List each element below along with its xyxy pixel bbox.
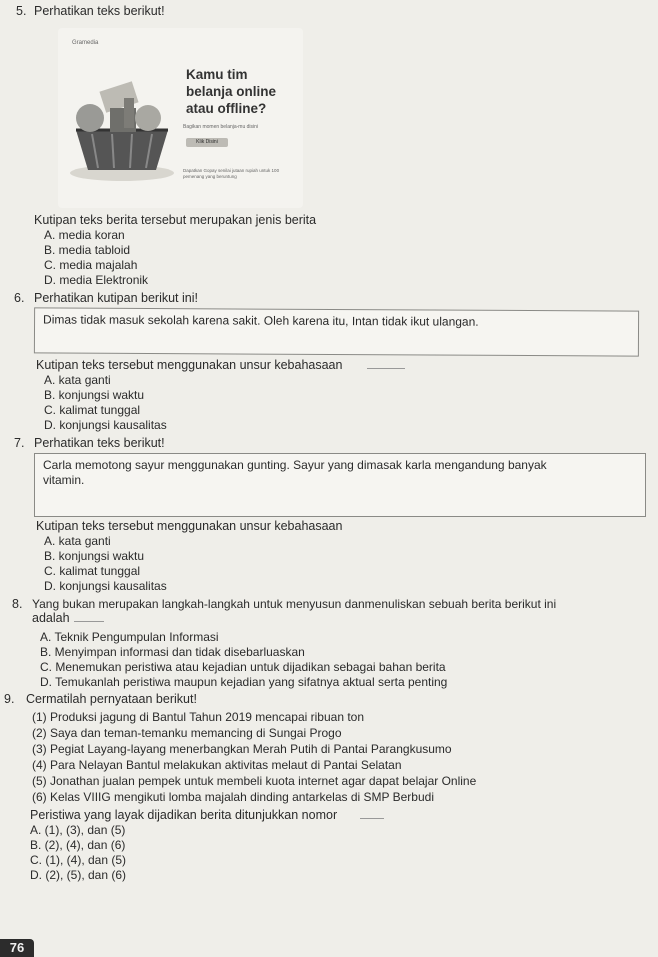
ad-headline-line-2: belanja online [186,84,277,99]
ad-footnote: Dapatkan Gopay senilai jutaan rupiah untuk 100 pemenang yang beruntung [183,168,280,179]
q6-option-b: B. konjungsi waktu [44,388,145,402]
q8-option-a: A. Teknik Pengumpulan Informasi [40,630,219,644]
q8-number: 8. [12,597,23,611]
q5-number: 5. [16,4,27,18]
q6-number: 6. [14,291,25,305]
q6-answer-blank [367,368,405,369]
q9-option-b: B. (2), (4), dan (6) [30,838,126,852]
ad-subtext: Bagikan momen belanja-mu disini [183,124,259,130]
q6-stem: Kutipan teks tersebut menggunakan unsur kebahasaan [36,358,343,372]
q7-option-d: D. konjungsi kausalitas [44,579,167,593]
q5-option-d: D. media Elektronik [44,273,149,287]
q7-quote-line-2: vitamin. [43,473,85,487]
q8-answer-blank [74,621,104,622]
q9-stem: Peristiwa yang layak dijadikan berita ditunjukkan nomor [30,808,338,822]
q8-option-c: C. Menemukan peristiwa atau kejadian untuk dijadikan sebagai bahan berita [40,660,446,674]
q6-prompt: Perhatikan kutipan berikut ini! [34,291,198,305]
q9-option-a: A. (1), (3), dan (5) [30,823,126,837]
q5-option-b: B. media tabloid [44,243,131,257]
q9-statement-5: (5) Jonathan jualan pempek untuk membeli kuota internet agar dapat belajar Online [32,774,477,788]
q9-option-c: C. (1), (4), dan (5) [30,853,127,867]
q8-stem-line-1: Yang bukan merupakan langkah-langkah untuk menyusun danmenuliskan sebuah berita berikut ini [32,597,557,611]
q5-option-a: A. media koran [44,228,125,242]
q9-statement-4: (4) Para Nelayan Bantul melakukan aktivitas melaut di Pantai Selatan [32,758,402,772]
q9-prompt: Cermatilah pernyataan berikut! [26,692,197,706]
q7-number: 7. [14,436,25,450]
ad-headline-line-3: atau offline? [186,101,267,116]
q5-prompt: Perhatikan teks berikut! [34,4,165,18]
q7-option-c: C. kalimat tunggal [44,564,141,578]
q6-option-c: C. kalimat tunggal [44,403,141,417]
q7-prompt: Perhatikan teks berikut! [34,436,165,450]
q9-statement-2: (2) Saya dan teman-temanku memancing di Sungai Progo [32,726,342,740]
q8-stem-line-2: adalah [32,611,70,625]
ad-brand: Gramedia [72,40,99,46]
shopping-basket-illustration [62,68,182,188]
q7-quote-line-1: Carla memotong sayur menggunakan gunting. Sayur yang dimasak karla mengandung banyak [43,458,547,472]
q6-option-d: D. konjungsi kausalitas [44,418,167,432]
q7-option-a: A. kata ganti [44,534,111,548]
advertisement-image [58,28,303,208]
q8-option-b: B. Menyimpan informasi dan tidak disebarluaskan [40,645,305,659]
q5-stem: Kutipan teks berita tersebut merupakan jenis berita [34,213,317,227]
q7-quote-box [34,453,646,517]
q7-stem: Kutipan teks tersebut menggunakan unsur kebahasaan [36,519,343,533]
q6-quote-box [34,307,639,356]
q6-option-a: A. kata ganti [44,373,111,387]
q9-number: 9. [4,692,15,706]
q7-option-b: B. konjungsi waktu [44,549,145,563]
q8-option-d: D. Temukanlah peristiwa maupun kejadian yang sifatnya aktual serta penting [40,675,448,689]
ad-click-button: Klik Disini [186,138,228,147]
ad-headline-line-1: Kamu tim [186,67,248,82]
q5-option-c: C. media majalah [44,258,138,272]
q9-statement-1: (1) Produksi jagung di Bantul Tahun 2019 mencapai ribuan ton [32,710,365,724]
q9-statement-3: (3) Pegiat Layang-layang menerbangkan Merah Putih di Pantai Parangkusumo [32,742,452,756]
page-number: 76 [0,939,34,957]
q9-option-d: D. (2), (5), dan (6) [30,868,127,882]
q9-answer-blank [360,818,384,819]
q9-statement-6: (6) Kelas VIIIG mengikuti lomba majalah dinding antarkelas di SMP Berbudi [32,790,434,804]
ad-headline [186,66,276,117]
q6-quote-text: Dimas tidak masuk sekolah karena sakit. Oleh karena itu, Intan tidak ikut ulangan. [43,312,479,329]
